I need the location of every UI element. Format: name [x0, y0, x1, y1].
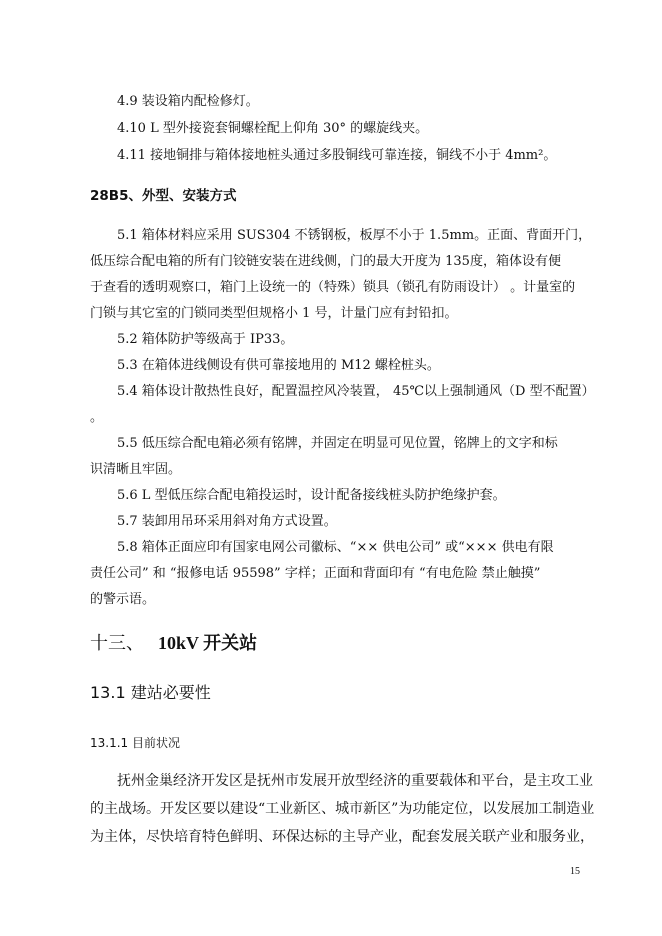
para-5-8-line-1: 5.8 箱体正面应印有国家电网公司徽标、“×× 供电公司” 或“××× 供电有限 [117, 540, 554, 555]
item-4-9: 4.9 装设箱内配检修灯。 [117, 94, 259, 109]
para-5-1-line-3: 于查看的透明观察口，箱门上设统一的（特殊）锁具（锁孔有防雨设计） 。计量室的 [90, 280, 576, 295]
para-5-1-line-4: 门锁与其它室的门锁同类型但规格小 1 号，计量门应有封铅扣。 [90, 306, 458, 321]
para-5-1-line-1: 5.1 箱体材料应采用 SUS304 不锈钢板，板厚不小于 1.5mm。正面、背面开门， [117, 228, 592, 243]
para-5-5-line-2: 识清晰且牢固。 [90, 462, 182, 477]
item-4-10: 4.10 L 型外接瓷套铜螺栓配上仰角 30° 的螺旋线夹。 [117, 121, 429, 136]
para-13-1-1-line-3: 为主体，尽快培育特色鲜明、环保达标的主导产业，配套发展关联产业和服务业， [90, 829, 594, 845]
para-5-8-line-2: 责任公司” 和 “报修电话 95598” 字样；正面和背面印有 “有电危险 禁止触摸” [90, 566, 541, 581]
chapter-13-number: 十三、 [90, 633, 144, 654]
para-5-8-line-3: 的警示语。 [90, 592, 156, 607]
section-5-heading: 28B5、外型、安装方式 [90, 188, 237, 204]
para-5-5-line-1: 5.5 低压综合配电箱必须有铭牌，并固定在明显可见位置，铭牌上的文字和标 [117, 436, 558, 451]
section-13-1-1-heading: 13.1.1 目前状况 [90, 736, 180, 750]
section-13-1-heading: 13.1 建站必要性 [90, 683, 211, 702]
chapter-13-title: 10kV 开关站 [158, 633, 258, 653]
chapter-13-heading [90, 632, 257, 655]
item-5-7: 5.7 装卸用吊环采用斜对角方式设置。 [117, 514, 337, 529]
para-13-1-1-line-2: 的主战场。开发区要以建设“工业新区、城市新区”为功能定位，以发展加工制造业 [90, 801, 595, 817]
page-number: 15 [570, 866, 580, 877]
para-13-1-1-line-1: 抚州金巢经济开发区是抚州市发展开放型经济的重要载体和平台，是主攻工业 [117, 773, 593, 789]
para-5-4-line-2: 。 [90, 410, 104, 425]
para-5-1-line-2: 低压综合配电箱的所有门铰链安装在进线侧，门的最大开度为 135度，箱体设有便 [90, 254, 561, 269]
item-5-6: 5.6 L 型低压综合配电箱投运时，设计配备接线桩头防护绝缘护套。 [117, 488, 506, 503]
item-5-3: 5.3 在箱体进线侧设有供可靠接地用的 M12 螺栓桩头。 [117, 358, 440, 373]
para-5-4-line-1: 5.4 箱体设计散热性良好，配置温控风冷装置， 45℃以上强制通风（D 型不配置） [117, 384, 595, 399]
item-5-2: 5.2 箱体防护等级高于 IP33。 [117, 332, 294, 347]
item-4-11: 4.11 接地铜排与箱体接地桩头通过多股铜线可靠连接，铜线不小于 4mm²。 [117, 148, 557, 163]
